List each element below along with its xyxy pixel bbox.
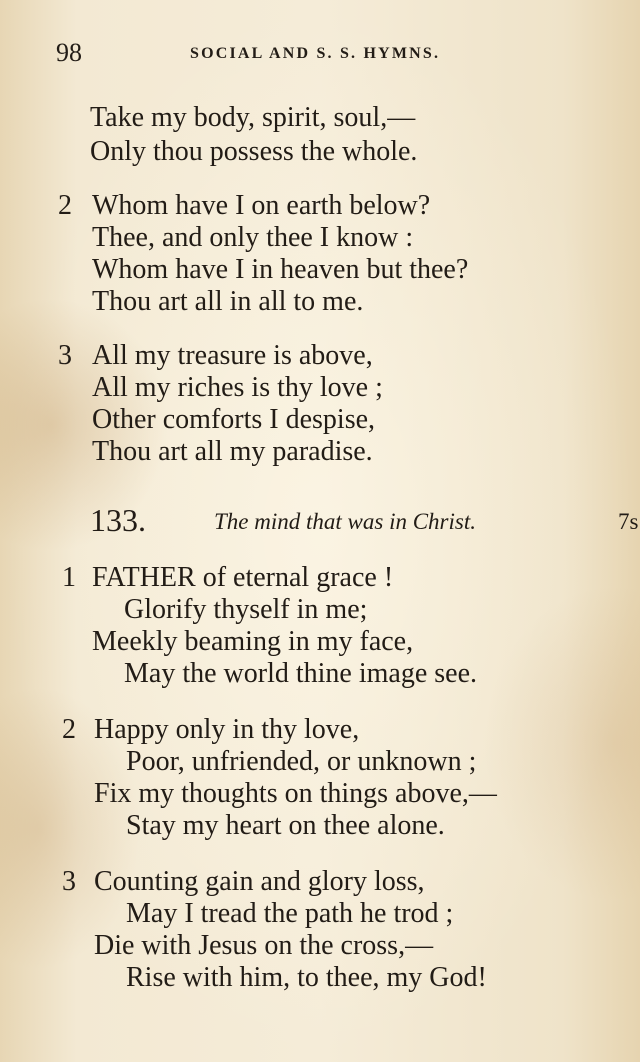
- running-head: SOCIAL AND S. S. HYMNS.: [190, 45, 441, 62]
- hymn-title: The mind that was in Christ.: [214, 509, 476, 534]
- verse-number: 3: [62, 866, 76, 897]
- hymn-number: 133.: [90, 502, 146, 538]
- verse-line: FATHER of eternal grace !: [92, 562, 394, 593]
- verse-line: Rise with him, to thee, my God!: [126, 962, 487, 993]
- verse-line: Other comforts I despise,: [92, 404, 376, 435]
- verse-line: Glorify thyself in me;: [124, 594, 368, 625]
- verse-line: Take my body, spirit, soul,—: [90, 102, 416, 133]
- verse-line: Only thou possess the whole.: [90, 136, 418, 167]
- verse-line: Happy only in thy love,: [94, 714, 360, 745]
- verse-line: Whom have I in heaven but thee?: [92, 254, 469, 285]
- verse-line: All my treasure is above,: [92, 340, 373, 371]
- verse-line: Thee, and only thee I know :: [92, 222, 414, 253]
- verse-line: Die with Jesus on the cross,—: [94, 930, 434, 961]
- page-header: [56, 38, 536, 72]
- verse-line: May I tread the path he trod ;: [126, 898, 454, 929]
- verse-number: 1: [62, 562, 76, 593]
- page-number: 98: [56, 38, 82, 67]
- verse-line: Counting gain and glory loss,: [94, 866, 425, 897]
- verse-number: 2: [58, 190, 72, 221]
- verse-line: Fix my thoughts on things above,—: [94, 778, 497, 809]
- verse-number: 2: [62, 714, 76, 745]
- verse-line: Whom have I on earth below?: [92, 190, 431, 221]
- verse-line: Poor, unfriended, or unknown ;: [126, 746, 477, 777]
- verse-line: Thou art all in all to me.: [92, 286, 364, 317]
- hymn-meter: 7s: [618, 509, 639, 534]
- verse-number: 3: [58, 340, 72, 371]
- verse-line: May the world thine image see.: [124, 658, 478, 689]
- verse-line: Meekly beaming in my face,: [92, 626, 414, 657]
- verse-line: Thou art all my paradise.: [92, 436, 373, 467]
- verse-line: Stay my heart on thee alone.: [126, 810, 445, 841]
- verse-line: All my riches is thy love ;: [92, 372, 383, 403]
